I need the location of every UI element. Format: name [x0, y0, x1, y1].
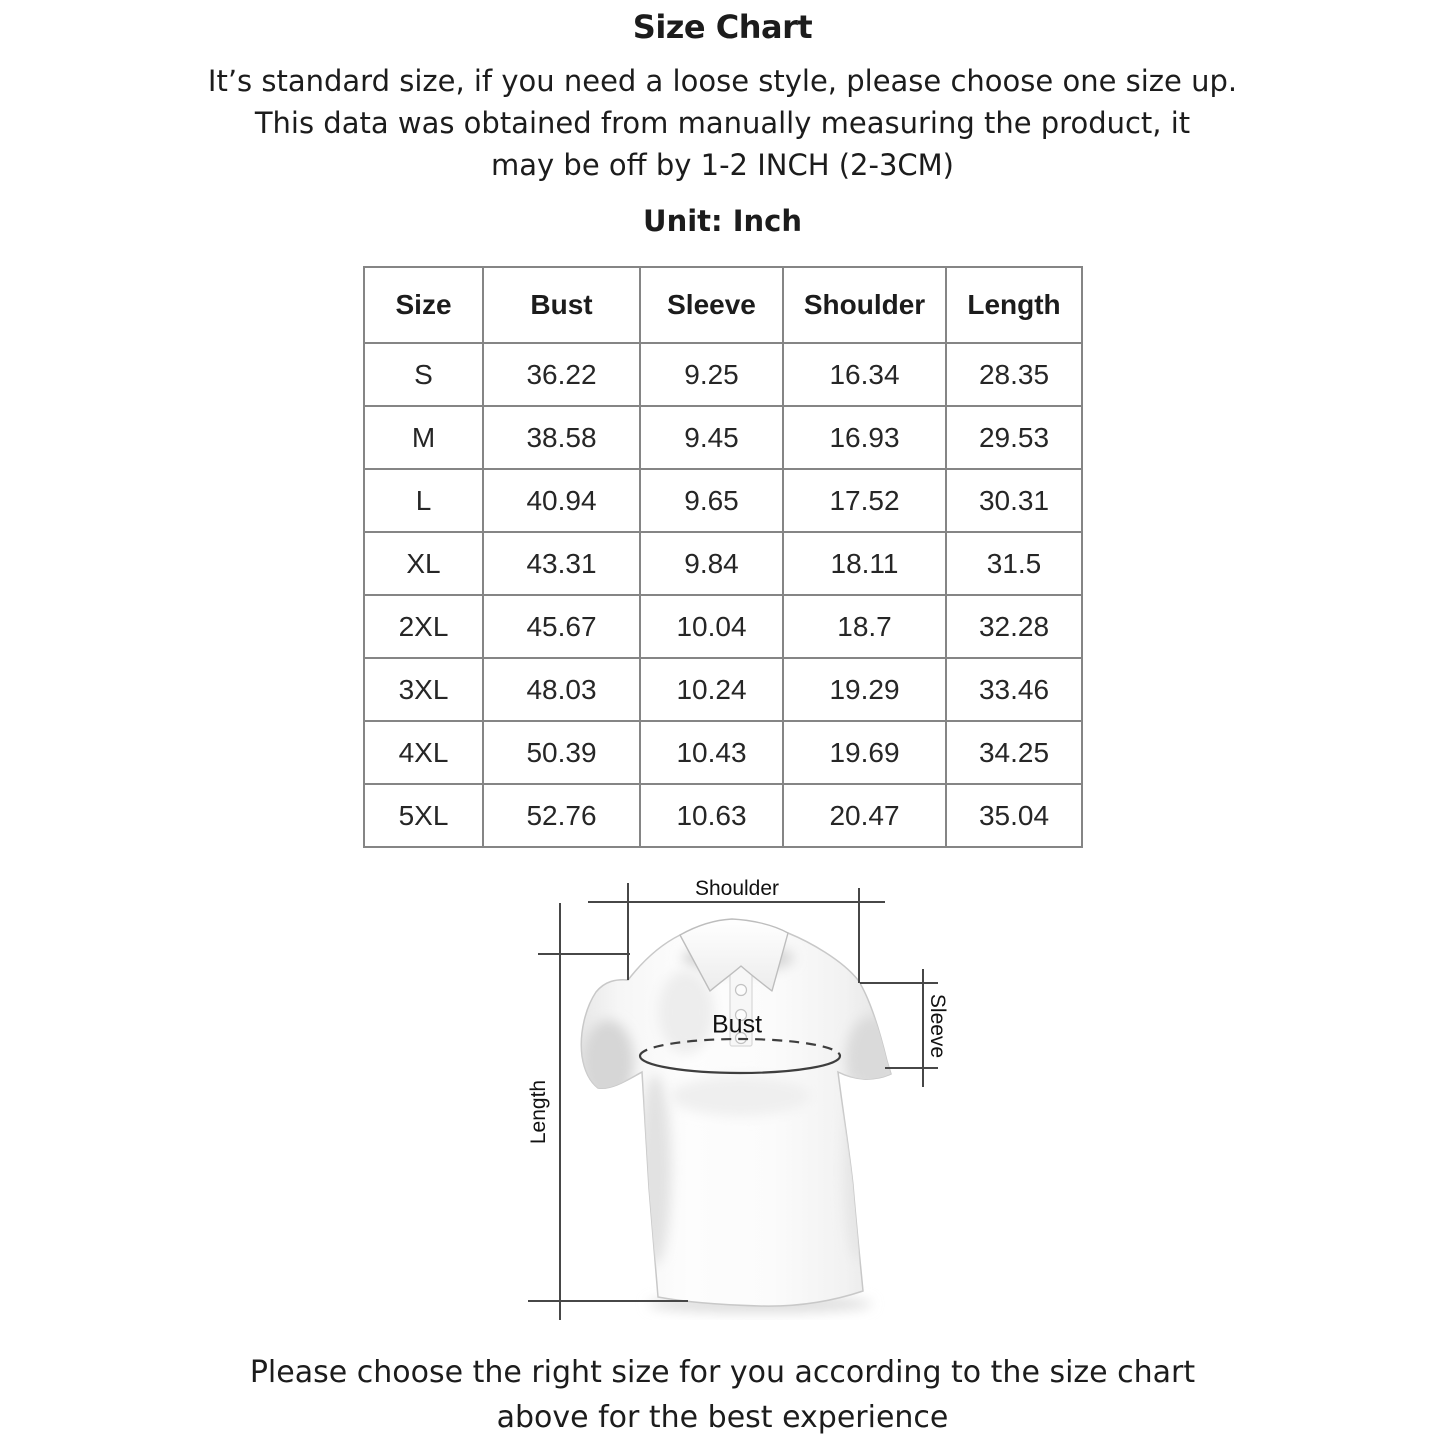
table-row: [364, 532, 1082, 595]
cell-shoulder: 18.7: [783, 595, 946, 658]
description: [0, 60, 1445, 186]
size-table: [363, 266, 1083, 848]
cell-bust: 48.03: [483, 658, 640, 721]
cell-bust: 52.76: [483, 784, 640, 847]
cell-shoulder: 19.29: [783, 658, 946, 721]
cell-size: 2XL: [364, 595, 483, 658]
cell-shoulder: 16.34: [783, 343, 946, 406]
cell-shoulder: 18.11: [783, 532, 946, 595]
cell-size: 5XL: [364, 784, 483, 847]
cell-bust: 36.22: [483, 343, 640, 406]
description-line-1: It’s standard size, if you need a loose style, please choose one size up.: [207, 64, 1238, 98]
unit-label: Unit: Inch: [643, 204, 802, 238]
cell-sleeve: 10.24: [640, 658, 783, 721]
cell-shoulder: 19.69: [783, 721, 946, 784]
measurement-diagram: [510, 860, 970, 1320]
cell-bust: 38.58: [483, 406, 640, 469]
cell-length: 31.5: [946, 532, 1082, 595]
table-row: [364, 406, 1082, 469]
table-row: [364, 343, 1082, 406]
cell-bust: 45.67: [483, 595, 640, 658]
table-row: [364, 595, 1082, 658]
cell-length: 33.46: [946, 658, 1082, 721]
cell-length: 29.53: [946, 406, 1082, 469]
polo-shirt-illustration: [510, 860, 970, 1320]
description-line-3: may be off by 1-2 INCH (2-3CM): [491, 148, 954, 182]
footer-line-2: above for the best experience: [496, 1400, 949, 1435]
table-row: [364, 469, 1082, 532]
cell-size: 3XL: [364, 658, 483, 721]
cell-shoulder: 16.93: [783, 406, 946, 469]
cell-size: S: [364, 343, 483, 406]
cell-sleeve: 9.25: [640, 343, 783, 406]
cell-sleeve: 10.43: [640, 721, 783, 784]
col-header-length: Length: [946, 267, 1082, 343]
cell-sleeve: 10.04: [640, 595, 783, 658]
footer-note: [0, 1350, 1445, 1440]
cell-length: 32.28: [946, 595, 1082, 658]
cell-size: M: [364, 406, 483, 469]
cell-size: L: [364, 469, 483, 532]
cell-sleeve: 9.45: [640, 406, 783, 469]
col-header-shoulder: Shoulder: [783, 267, 946, 343]
col-header-bust: Bust: [483, 267, 640, 343]
page-title: Size Chart: [632, 8, 813, 46]
table-row: [364, 721, 1082, 784]
button: [736, 985, 747, 996]
sleeve-label: Sleeve: [926, 993, 949, 1059]
cell-shoulder: 17.52: [783, 469, 946, 532]
cell-sleeve: 9.65: [640, 469, 783, 532]
length-label: Length: [527, 1079, 550, 1145]
table-row: [364, 784, 1082, 847]
col-header-sleeve: Sleeve: [640, 267, 783, 343]
cell-length: 28.35: [946, 343, 1082, 406]
cell-bust: 50.39: [483, 721, 640, 784]
cell-length: 34.25: [946, 721, 1082, 784]
cell-length: 35.04: [946, 784, 1082, 847]
cell-length: 30.31: [946, 469, 1082, 532]
table-row: [364, 658, 1082, 721]
cell-bust: 43.31: [483, 532, 640, 595]
cell-size: 4XL: [364, 721, 483, 784]
size-table-header-row: [364, 267, 1082, 343]
shoulder-label: Shoulder: [694, 877, 780, 900]
col-header-size: Size: [364, 267, 483, 343]
cell-shoulder: 20.47: [783, 784, 946, 847]
bust-label: Bust: [711, 1010, 763, 1039]
footer-line-1: Please choose the right size for you according to the size chart: [249, 1355, 1196, 1390]
cell-sleeve: 10.63: [640, 784, 783, 847]
cell-sleeve: 9.84: [640, 532, 783, 595]
description-line-2: This data was obtained from manually measuring the product, it: [254, 106, 1191, 140]
cell-bust: 40.94: [483, 469, 640, 532]
cell-size: XL: [364, 532, 483, 595]
